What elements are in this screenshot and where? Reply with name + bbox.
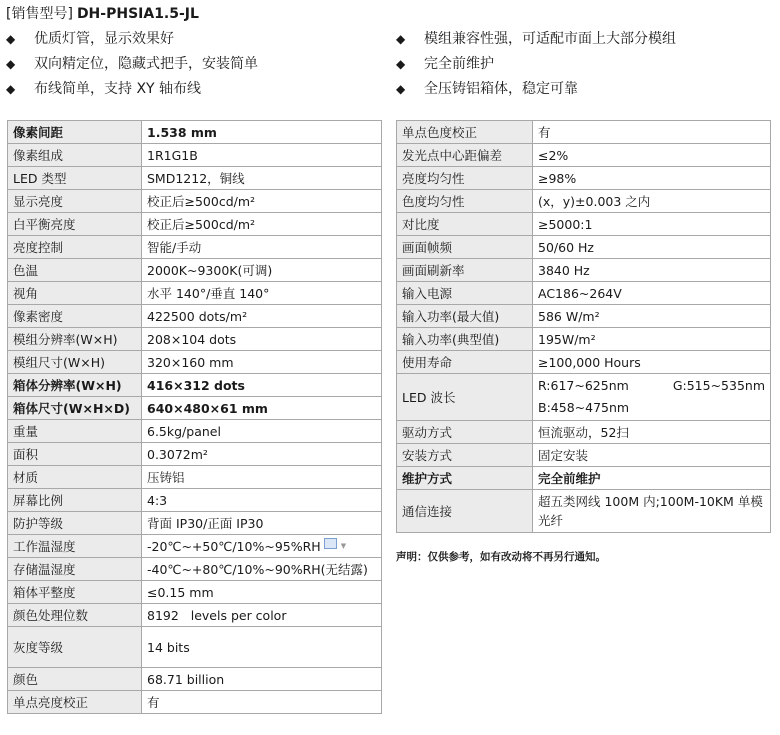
spec-value: 586 W/m²: [533, 305, 771, 328]
spec-key: 发光点中心距偏差: [397, 144, 533, 167]
spec-row: [8, 351, 382, 374]
feature-item: ◆ 双向精定位，隐藏式把手，安装简单: [6, 56, 258, 72]
spec-key: 颜色处理位数: [8, 604, 142, 627]
spec-key: 输入功率(典型值): [397, 328, 533, 351]
spec-key: 箱体尺寸(W×H×D): [8, 397, 142, 420]
spec-row: [8, 167, 382, 190]
spec-value: 压铸铝: [142, 466, 382, 489]
wavelength-blue: B:458~475nm: [538, 400, 630, 415]
spec-value: ≥5000:1: [533, 213, 771, 236]
spec-row: [8, 328, 382, 351]
spec-value: 背面 IP30/正面 IP30: [142, 512, 382, 535]
led-wavelength-values: [533, 374, 771, 421]
spec-value: 3840 Hz: [533, 259, 771, 282]
spec-row: [8, 535, 382, 558]
spec-row: [8, 443, 382, 466]
spec-key: 显示亮度: [8, 190, 142, 213]
feature-item: ◆ 优质灯管，显示效果好: [6, 31, 174, 47]
spec-row: [397, 467, 771, 490]
diamond-bullet-icon: ◆: [396, 82, 406, 96]
spec-value: 有: [142, 691, 382, 714]
spec-key: 输入电源: [397, 282, 533, 305]
spec-row: [397, 282, 771, 305]
spec-row: [397, 259, 771, 282]
spec-row: [8, 604, 382, 627]
spec-value: SMD1212，铜线: [142, 167, 382, 190]
spec-value: -20℃~+50℃/10%~95%RH: [147, 538, 321, 554]
spec-key: 存储温湿度: [8, 558, 142, 581]
spec-row: [8, 259, 382, 282]
spec-key: 色度均匀性: [397, 190, 533, 213]
spec-key: 色温: [8, 259, 142, 282]
spec-value: 422500 dots/m²: [142, 305, 382, 328]
spec-row: [8, 466, 382, 489]
spec-key: 灰度等级: [8, 627, 142, 668]
spec-key: 模组分辨率(W×H): [8, 328, 142, 351]
feature-item: ◆ 布线简单，支持 XY 轴布线: [6, 81, 202, 97]
spec-value: 8192 levels per color: [142, 604, 382, 627]
model-name: DH-PHSIA1.5-JL: [76, 6, 199, 22]
spec-row: [8, 627, 382, 668]
spec-row: [397, 490, 771, 533]
spec-value: 195W/m²: [533, 328, 771, 351]
spec-row: [8, 489, 382, 512]
spec-value: 完全前维护: [533, 467, 771, 490]
feature-list-right: [396, 30, 676, 105]
spec-value: AC186~264V: [533, 282, 771, 305]
spec-key: LED 类型: [8, 167, 142, 190]
spec-value: ≤2%: [533, 144, 771, 167]
spec-row: [397, 121, 771, 144]
spec-key: 屏幕比例: [8, 489, 142, 512]
spec-key: 使用寿命: [397, 351, 533, 374]
spec-row: [397, 167, 771, 190]
spec-row: [397, 328, 771, 351]
spec-key: 面积: [8, 443, 142, 466]
caret-down-icon: ▼: [340, 541, 347, 550]
spec-row: [8, 236, 382, 259]
spec-row: [397, 305, 771, 328]
feature-item: ◆ 完全前维护: [396, 56, 494, 72]
spec-row: [397, 444, 771, 467]
disclaimer-note: 声明：仅供参考，如有改动将不再另行通知。: [396, 551, 606, 563]
spec-value: 6.5kg/panel: [142, 420, 382, 443]
spec-value: 校正后≥500cd/m²: [142, 213, 382, 236]
spec-key: 重量: [8, 420, 142, 443]
spec-value: 50/60 Hz: [533, 236, 771, 259]
spec-row: [8, 374, 382, 397]
spec-row: [397, 144, 771, 167]
feature-item: ◆ 全压铸铝箱体，稳定可靠: [396, 81, 578, 97]
spec-row: [397, 374, 771, 421]
spec-key: 箱体平整度: [8, 581, 142, 604]
spec-row: [8, 282, 382, 305]
spec-value: ≤0.15 mm: [142, 581, 382, 604]
spec-key: 亮度均匀性: [397, 167, 533, 190]
spec-key: 防护等级: [8, 512, 142, 535]
model-prefix: [销售型号]: [6, 6, 73, 22]
spec-key: 安装方式: [397, 444, 533, 467]
spec-key: 画面刷新率: [397, 259, 533, 282]
spec-key: 通信连接: [397, 490, 533, 533]
spec-value: 1R1G1B: [142, 144, 382, 167]
spec-key: 亮度控制: [8, 236, 142, 259]
spec-key: 对比度: [397, 213, 533, 236]
diamond-bullet-icon: ◆: [6, 32, 16, 46]
spec-key: 单点亮度校正: [8, 691, 142, 714]
spec-value: 2000K~9300K(可调): [142, 259, 382, 282]
spec-value: 0.3072m²: [142, 443, 382, 466]
spec-value: 208×104 dots: [142, 328, 382, 351]
spec-value-with-icons: [142, 535, 382, 558]
image-placeholder-icon: [324, 538, 337, 549]
spec-key: 驱动方式: [397, 421, 533, 444]
spec-value: (x，y)±0.003 之内: [533, 190, 771, 213]
spec-row: [397, 213, 771, 236]
spec-value: 14 bits: [142, 627, 382, 668]
spec-key: 像素密度: [8, 305, 142, 328]
spec-value: 校正后≥500cd/m²: [142, 190, 382, 213]
spec-key: 模组尺寸(W×H): [8, 351, 142, 374]
spec-row: [8, 558, 382, 581]
diamond-bullet-icon: ◆: [396, 57, 406, 71]
spec-value: 固定安装: [533, 444, 771, 467]
spec-value: 1.538 mm: [142, 121, 382, 144]
spec-key: 材质: [8, 466, 142, 489]
spec-key: 视角: [8, 282, 142, 305]
spec-row: [397, 236, 771, 259]
spec-value: ≥98%: [533, 167, 771, 190]
spec-value: 有: [533, 121, 771, 144]
feature-list-left: [6, 30, 258, 105]
spec-row: [8, 691, 382, 714]
spec-row: [8, 190, 382, 213]
spec-row: [397, 351, 771, 374]
diamond-bullet-icon: ◆: [6, 57, 16, 71]
spec-value: 恒流驱动，52扫: [533, 421, 771, 444]
spec-key: 颜色: [8, 668, 142, 691]
spec-value: 4:3: [142, 489, 382, 512]
spec-table-right: [396, 120, 771, 533]
spec-value: 超五类网线 100M 内;100M-10KM 单模光纤: [533, 490, 771, 533]
spec-row: [8, 420, 382, 443]
spec-value: 640×480×61 mm: [142, 397, 382, 420]
spec-value: 320×160 mm: [142, 351, 382, 374]
spec-value: 416×312 dots: [142, 374, 382, 397]
spec-key: 输入功率(最大值): [397, 305, 533, 328]
spec-key: 白平衡亮度: [8, 213, 142, 236]
spec-table-left: [7, 120, 382, 714]
spec-key: 箱体分辨率(W×H): [8, 374, 142, 397]
wavelength-red: R:617~625nm: [538, 378, 629, 393]
spec-value: 智能/手动: [142, 236, 382, 259]
model-title: [6, 4, 199, 24]
spec-value: 水平 140°/垂直 140°: [142, 282, 382, 305]
spec-key: 像素组成: [8, 144, 142, 167]
spec-value: 68.71 billion: [142, 668, 382, 691]
spec-row: [8, 397, 382, 420]
spec-key: 维护方式: [397, 467, 533, 490]
spec-row: [8, 512, 382, 535]
spec-row: [8, 668, 382, 691]
spec-key: 画面帧频: [397, 236, 533, 259]
spec-row: [8, 144, 382, 167]
spec-key: LED 波长: [397, 374, 533, 421]
wavelength-green: G:515~535nm: [672, 378, 765, 393]
spec-key: 像素间距: [8, 121, 142, 144]
spec-row: [397, 190, 771, 213]
spec-row: [8, 305, 382, 328]
spec-key: 工作温湿度: [8, 535, 142, 558]
spec-row: [8, 121, 382, 144]
diamond-bullet-icon: ◆: [6, 82, 16, 96]
spec-value: -40℃~+80℃/10%~90%RH(无结露): [142, 558, 382, 581]
spec-row: [397, 421, 771, 444]
feature-item: ◆ 模组兼容性强，可适配市面上大部分模组: [396, 31, 676, 47]
spec-row: [8, 213, 382, 236]
spec-row: [8, 581, 382, 604]
diamond-bullet-icon: ◆: [396, 32, 406, 46]
spec-value: ≥100,000 Hours: [533, 351, 771, 374]
spec-key: 单点色度校正: [397, 121, 533, 144]
